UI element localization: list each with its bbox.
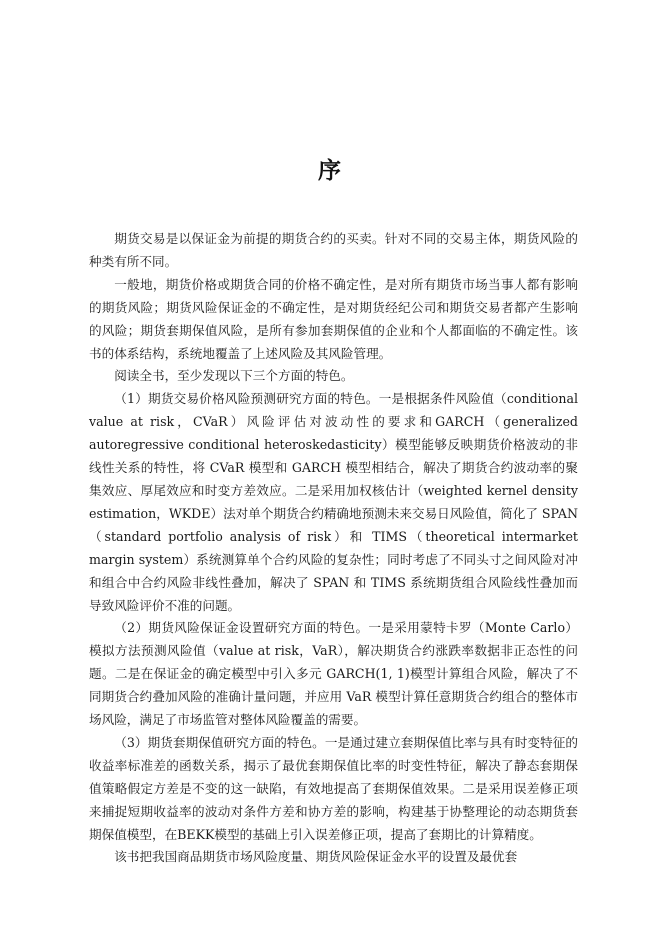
page-title: 序 <box>318 157 343 184</box>
paragraph-5: （2）期货风险保证金设置研究方面的特色。一是采用蒙特卡罗（Monte Carlo）模拟方法预测风险值（value at risk，VaR），解决期货合约涨跌率数据非正态性的问题。二是在保证金的确定模型中引入多元 GARCH(1, 1)模型计算组合风险，解决了不同期货合约叠加风险的准确计量问题，并应用 VaR 模型计算任意期货合约组合的整体市场风险，满足了市场监管对整体风险覆盖的需要。 <box>89 620 578 728</box>
paragraph-7: 该书把我国商品期货市场风险度量、期货风险保证金水平的设置及最优套 <box>114 849 518 865</box>
body-text <box>89 228 578 869</box>
paragraph-1: 期货交易是以保证金为前提的期货合约的买卖。针对不同的交易主体，期货风险的种类有所不同。 <box>89 231 578 269</box>
paragraph-6: （3）期货套期保值研究方面的特色。一是通过建立套期保值比率与具有时变特征的收益率标准差的函数关系，揭示了最优套期保值比率的时变性特征，解决了静态套期保值策略假定方差是不变的这一缺陷，有效地提高了套期保值效果。二是采用误差修正项来捕捉短期收益率的波动对条件方差和协方差的影响，构建基于协整理论的动态期货套期保值模型，在BEKK模型的基础上引入误差修正项，提高了套期比的计算精度。 <box>89 734 578 842</box>
paragraph-4: （1）期货交易价格风险预测研究方面的特色。一是根据条件风险值（conditional value at risk，CVaR）风险评估对波动性的要求和GARCH（generalized autoregressive conditional heteroskedasticity）模型能够反映期货价格波动的非线性关系的特性，将 CVaR 模型和 GARCH 模型相结合，解决了期货合约波动率的聚集效应、厚尾效应和时变方差效应。二是采用加权核估计（weighted kernel density estimation，WKDE）法对单个期货合约精确地预测未来交易日风险值，简化了 SPAN（standard portfolio analysis of risk）和 TIMS（theoretical intermarket margin system）系统测算单个合约风险的复杂性；同时考虑了不同头寸之间风险对冲和组合中合约风险非线性叠加，解决了 SPAN 和 TIMS 系统期货组合风险线性叠加而导致风险评价不准的问题。 <box>89 391 578 613</box>
paragraph-2: 一般地，期货价格或期货合同的价格不确定性，是对所有期货市场当事人都有影响的期货风险；期货风险保证金的不确定性，是对期货经纪公司和期货交易者都产生影响的风险；期货套期保值风险，是所有参加套期保值的企业和个人都面临的不确定性。该书的体系结构，系统地覆盖了上述风险及其风险管理。 <box>89 276 578 361</box>
paragraph-3: 阅读全书，至少发现以下三个方面的特色。 <box>114 368 354 384</box>
